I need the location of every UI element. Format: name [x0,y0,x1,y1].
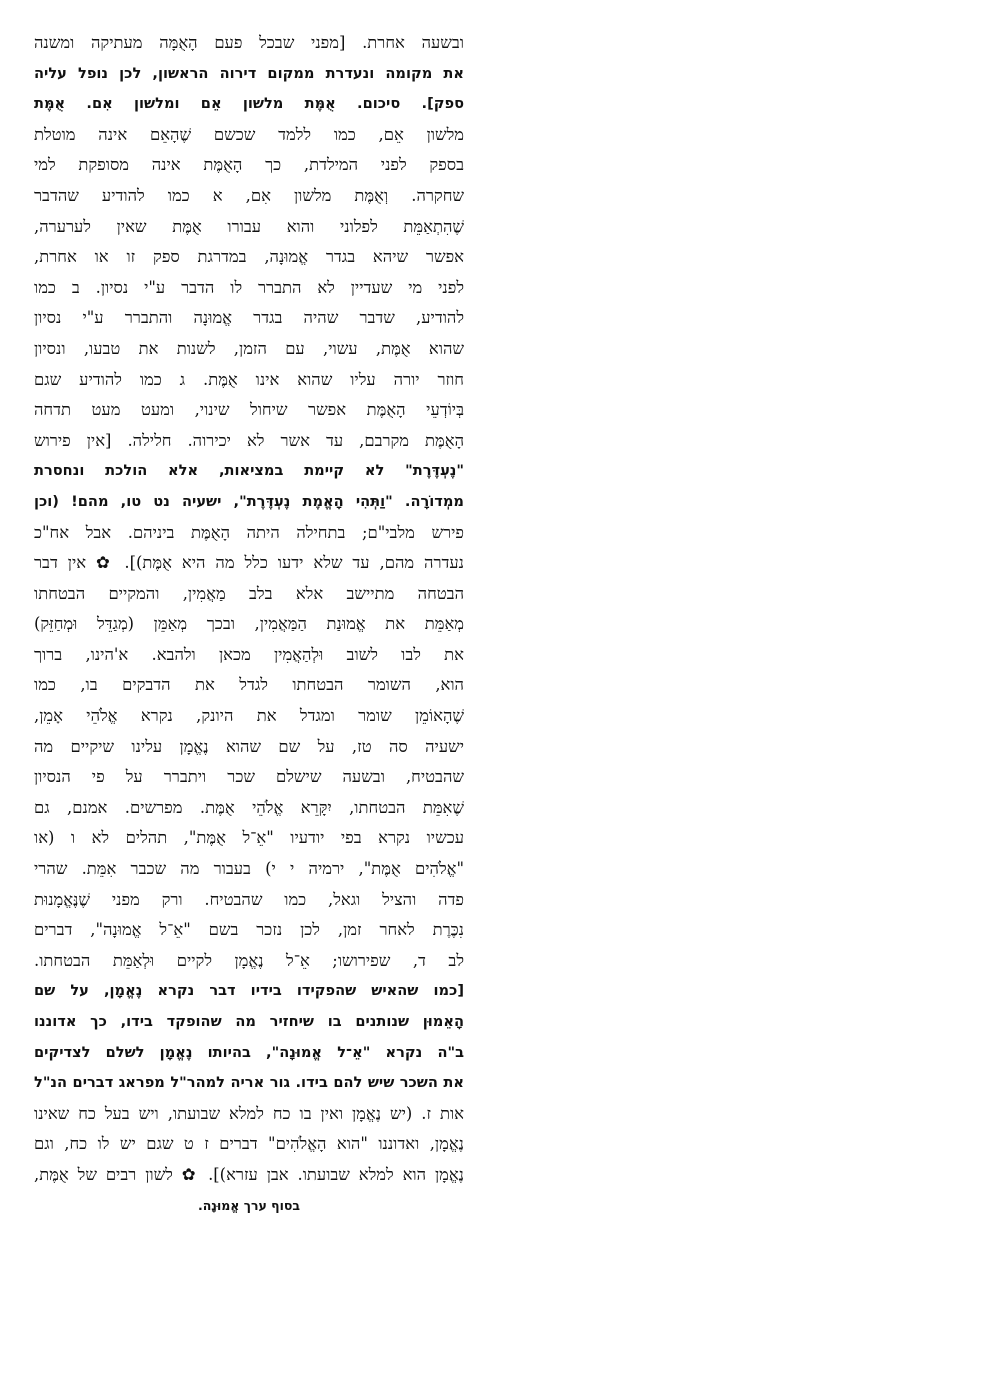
text-line: את מקומה ונעדרת ממקום דירוה הראשון, לכן נופל עליה [34,64,464,82]
text-line: שֶׁהָאוֹמֵן שומר ומגדל את היונק, נקרא אֱלֹהֵי אָמֵן, [34,706,464,726]
text-line: שהוא אֻמֶּת, עשוי, עם הזמן, לשנות את טבעו, ונסיון [34,338,464,358]
text-line: בספק לפני המילדת, כך הָאֻמֶּת אינה מסופקת למי [34,155,464,175]
text-line: פדה והציל וגאל, כמו שהבטיח. ורק מפני שֶׁנֶּאֱמָנוּת [34,889,464,909]
text-line: נעדרה מהם, עד שלא ידעו כלל מה היא אֻמֶּת)]. ✿ אין דבר [34,553,464,573]
text-line: ב"ה נקרא "אֵ־ל אֱמוּנָה", בהיותו נֶאֱמָן לשלם לצדיקים [34,1043,464,1061]
text-line: נֶאֱמָן הוא למלא שבועתו. אבן עזרא)]. ✿ לשון רבים של אֻמֶּת, [34,1164,464,1184]
text-line: פירש מלבי"ם; בתחילה היתה הָאֻמֶּת ביניהם. אבל אח"כ [34,522,464,542]
text-line: נֶאֱמָן, ואדוננו "הוא הָאֱלֹהִים" דברים ז ט שגם יש לו כח, וגם [34,1134,464,1154]
text-line: שהבטיח, ובשעה שישלם שכר ויתברר על פי הנסיון [34,767,464,787]
text-line: ממְדוֹרָה. "וַתְּהִי הָאֱמֶת נֶעְדֶּרֶת", ישעיה נט טו, מהם! (וכן [34,492,464,510]
text-line: עכשיו נקרא בפי יודעיו "אֵ־ל אֻמֶּת", תהלים לא ו (או [34,828,464,848]
text-line-final: בסוף ערך אֱמוּנָה. [197,1197,301,1213]
text-line: נִכֶּרֶת לאחר זמן, לכן נזכר בשם "אֵ־ל אֱמוּנָה", דברים [34,920,464,940]
text-line: את לבו לשוב וּלְהַאֲמִין מכאן ולהבא. א'הינו, ברוך [34,644,464,664]
text-line: "אֱלֹהִים אֻמֶּת", ירמיה י י) בעבור מה שכבר אִמֵּת. שהרי [34,859,464,879]
text-line: [כמו שהאיש שהפקידו בידיו דבר נקרא נֶאֱמָן, על שם [34,982,464,1000]
text-line: אות ז. (יש נֶאֱמָן ואין בו כח למלא שבועתו, ויש בעל כח שאינו [34,1103,464,1123]
text-line: מְאַמֵּת את אֱמוּנַת הַמַּאֲמִין, ובכך מְאַמֵּן (מְגַדֵּל וּמְחַזֵּק) [34,614,464,634]
text-line: חוזר יורה עליו שהוא אינו אֻמֶּת. ג כמו להודיע שגם [34,369,464,389]
text-line: הוא, השומר הבטחתו לגדל את הדבקים בו, כמו [34,675,464,695]
text-line: לפני מי שעדיין לא התברר לו הדבר ע"י נסיון. ב כמו [34,277,464,297]
text-line: הָאֻמֶּת מקרבם, עד אשר לא יכירוה. חלילה. [אין פירוש [34,430,464,450]
text-line: ספק]. סיכום. אֻמֶּת מלשון אֵם ומלשון אִם. אֻמֶּת [34,95,464,113]
document-page [34,28,464,1368]
text-line: בְּיוֹדְעֵי הָאֻמֶּת אפשר שיחול שינוי, ומעט מעט תדחה [34,400,464,420]
text-line: אפשר שיהא בגדר אֱמוּנָה, במדרגת ספק זו או אחרת, [34,247,464,267]
text-line: הבטחה מתיישב אלא בלב מַאֲמִין, והמקיים הבטחתו [34,583,464,603]
text-line: ישעיה סה טז, על שם שהוא נֶאֱמָן עלינו שיקיים מה [34,736,464,756]
text-line: שחקרה. וְאֻמֶּת מלשון אִם, א כמו להודיע שהדבר [34,185,464,205]
text-line: מלשון אֵם, כמו ללמד שכשם שֶׁהָאֵם אינה מוטלת [34,124,464,144]
text-line: את השכר שיש להם בידו. גור אריה למהר"ל מפראג דברים הנ"ל [34,1074,464,1092]
text-line: להודיע, שדבר שהיה בגדר אֱמוּנָה והתברר ע"י נסיון [34,308,464,328]
text-line: שֶׁהִתְאַמֵּת לפלוני והוא עבורו אֻמֶּת שאין לערערה, [34,216,464,236]
text-line: שֶׁאִמֵּת הבטחתו, יִקָּרֵא אֱלֹהֵי אֻמֶּת. מפרשים. אמנם, גם [34,797,464,817]
text-line: ובשעה אחרת. [מפני שבכל פעם הָאֻמָּה מעתיקה ומשנה [34,33,464,52]
text-line: לב ד, שפירושו; אֵ־ל נֶאֱמָן לקיים וּלְאַמֵּת הבטחתו. [34,950,464,970]
text-line: "נֶעְדֶּרֶת" לא קיימת במציאות, אלא הולכת ונחסרת [34,462,464,480]
text-line: הָאֵמוּן שנותנים בו שיחזיר מה שהופקד בידו, כך אדוננו [34,1013,464,1030]
